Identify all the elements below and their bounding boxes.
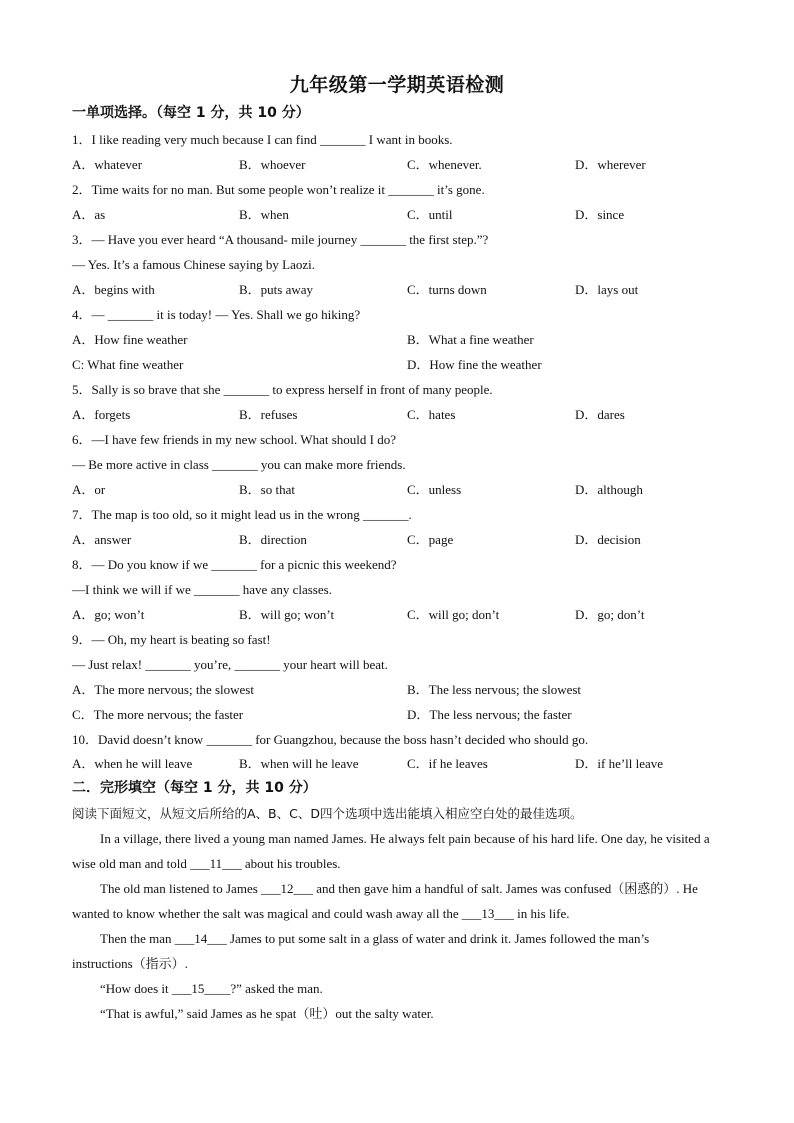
question-7: 7．The map is too old, so it might lead us in the wrong _______. [72,507,412,522]
question-8-reply: —I think we will if we _______ have any classes. [72,582,332,597]
q10-option-b: B．when will he leave [239,756,359,771]
q1-option-c: C．whenever. [407,157,482,172]
q4-option-a: A．How fine weather [72,332,188,347]
q2-option-a: A．as [72,207,106,222]
question-5: 5．Sally is so brave that she _______ to express herself in front of many people. [72,382,493,397]
question-10: 10．David doesn’t know _______ for Guangzhou, because the boss hasn’t decided who should go. [72,732,589,747]
question-3: 3．— Have you ever heard “A thousand- mile journey _______ the first step.”? [72,232,489,247]
q3-option-b: B．puts away [239,282,314,297]
question-9: 9．— Oh, my heart is beating so fast! [72,632,271,647]
passage-paragraph-4: “How does it ___15____?” asked the man. [100,981,323,996]
passage-paragraph-2: The old man listened to James ___12___ and then gave him a handful of salt. James was confused（困惑的）. He wanted to know whether the salt was magical and could wash away all the ___13___ in his life. [72,881,698,921]
page-title: 九年级第一学期英语检测 [289,74,505,96]
q6-option-c: C．unless [407,482,462,497]
q1-option-a: A．whatever [72,157,143,172]
q7-option-d: D．decision [575,532,641,547]
question-9-reply: — Just relax! _______ you’re, _______ your heart will beat. [72,657,388,672]
question-6-reply: — Be more active in class _______ you can make more friends. [72,457,406,472]
q8-option-b: B．will go; won’t [239,607,335,622]
q6-option-b: B．so that [239,482,295,497]
q8-option-d: D．go; don’t [575,607,645,622]
q4-option-b: B．What a fine weather [407,332,534,347]
q2-option-b: B．when [239,207,289,222]
question-3-reply: — Yes. It’s a famous Chinese saying by Laozi. [72,257,316,272]
q10-option-d: D．if he’ll leave [575,756,664,771]
q9-option-a: A．The more nervous; the slowest [72,682,254,697]
q8-option-c: C．will go; don’t [407,607,500,622]
q7-option-c: C．page [407,532,454,547]
q3-option-a: A．begins with [72,282,155,297]
q5-option-c: C．hates [407,407,456,422]
question-1: 1．I like reading very much because I can find _______ I want in books. [72,132,453,147]
q7-option-b: B．direction [239,532,307,547]
q9-option-c: C．The more nervous; the faster [72,707,244,722]
section-2-heading: 二．完形填空（每空 1 分，共 10 分） [72,780,317,796]
q6-option-a: A．or [72,482,106,497]
passage-paragraph-5: “That is awful,” said James as he spat（吐）out the salty water. [100,1006,434,1021]
question-6: 6．—I have few friends in my new school. What should I do? [72,432,396,447]
passage-paragraph-3: Then the man ___14___ James to put some salt in a glass of water and drink it. James followed the man’s instructions（指示）. [72,931,650,971]
q8-option-a: A．go; won’t [72,607,145,622]
q1-option-d: D．wherever [575,157,646,172]
q5-option-d: D．dares [575,407,625,422]
q7-option-a: A．answer [72,532,132,547]
q4-option-d: D．How fine the weather [407,357,542,372]
passage-paragraph-1: In a village, there lived a young man named James. He always felt pain because of his hard life. One day, he visited a wise old man and told ___11___ about his troubles. [72,831,710,871]
q4-option-c: C: What fine weather [72,357,184,372]
q3-option-d: D．lays out [575,282,639,297]
section-1-heading: 一单项选择。（每空 1 分，共 10 分） [72,105,310,121]
q1-option-b: B．whoever [239,157,306,172]
q10-option-a: A．when he will leave [72,756,193,771]
q10-option-c: C．if he leaves [407,756,488,771]
q5-option-b: B．refuses [239,407,298,422]
q3-option-c: C．turns down [407,282,487,297]
question-8: 8．— Do you know if we _______ for a picnic this weekend? [72,557,397,572]
q2-option-c: C．until [407,207,453,222]
q2-option-d: D．since [575,207,625,222]
q9-option-b: B．The less nervous; the slowest [407,682,582,697]
q6-option-d: D．although [575,482,643,497]
question-2: 2．Time waits for no man. But some people won’t realize it _______ it’s gone. [72,182,485,197]
q5-option-a: A．forgets [72,407,131,422]
question-4: 4．— _______ it is today! — Yes. Shall we go hiking? [72,307,361,322]
section-2-instruction: 阅读下面短文，从短文后所给的A、B、C、D四个选项中选出能填入相应空白处的最佳选项。 [72,806,583,821]
q9-option-d: D．The less nervous; the faster [407,707,572,722]
